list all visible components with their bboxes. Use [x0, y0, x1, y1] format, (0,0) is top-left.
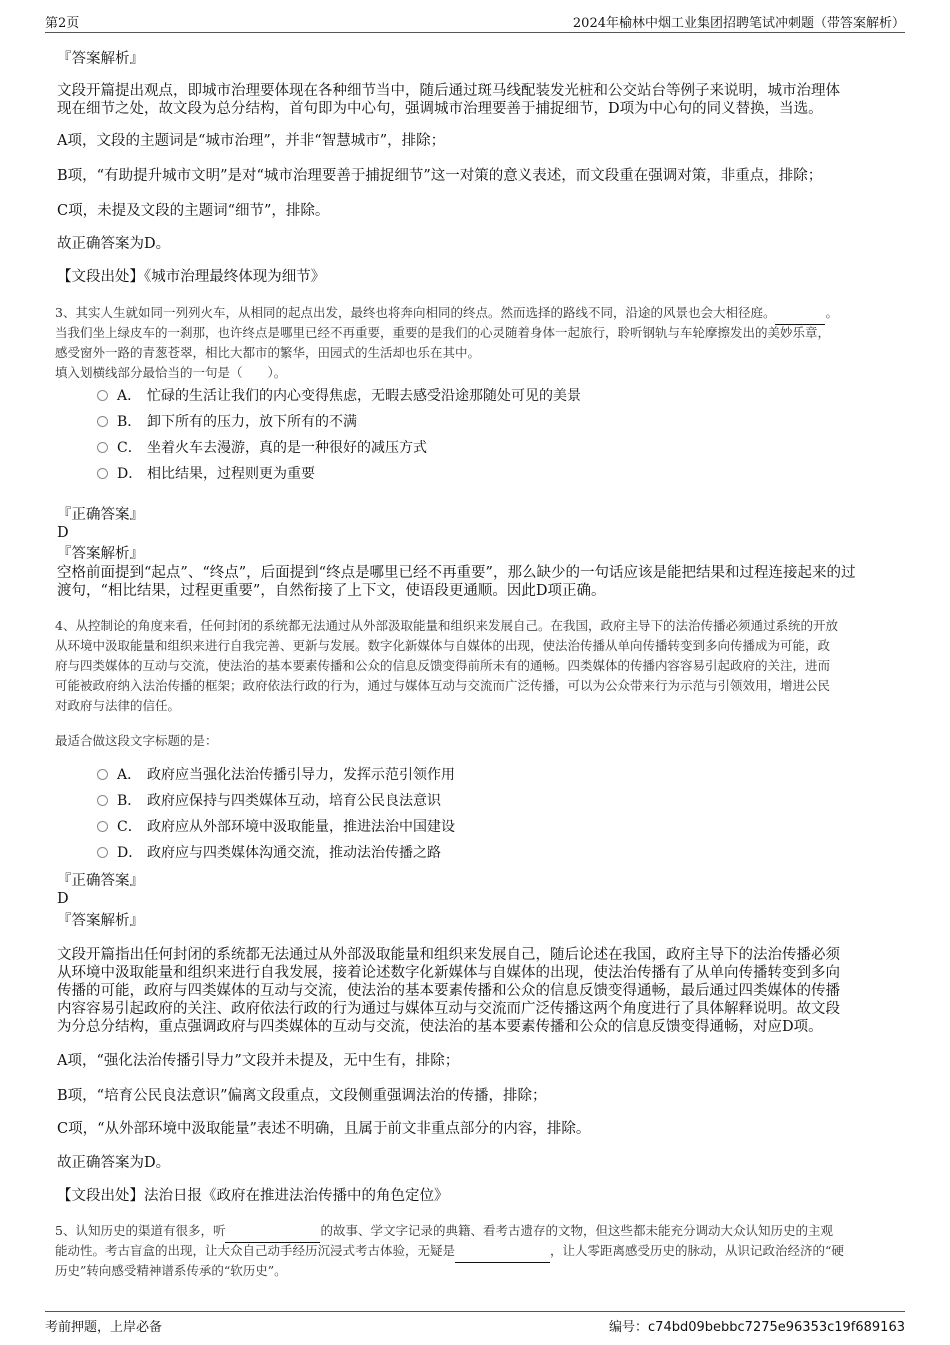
q5-stem-line3: 历史”转向感受精神谱系传承的“软历史”。: [55, 1263, 287, 1278]
q2-option-b-analysis: B项，“有助提升城市文明”是对“城市治理要善于捕捉细节”这一对策的意义表述，而文段重在强调对策，非重点，排除；: [57, 168, 823, 184]
q3-stem-text: 3、其实人生就如同一列列火车，从相同的起点出发，最终也将奔向相同的终点。然而选择的路线不同，沿途的风景也会大相径庭。: [55, 305, 776, 320]
q4-option-c-analysis: C项，“从外部环境中汲取能量”表述不明确，且属于前文非重点部分的内容，排除。: [57, 1121, 591, 1137]
q3-option-c[interactable]: C． 坐着火车去漫游，真的是一种很好的减压方式: [97, 438, 427, 458]
q3-answer-title: 『正确答案』: [57, 507, 144, 523]
q2-option-a-analysis: A项，文段的主题词是“城市治理”，并非“智慧城市”，排除；: [57, 133, 446, 149]
q2-option-c-analysis: C项，未提及文段的主题词“细节”，排除。: [57, 203, 330, 219]
q4-option-a-analysis: A项，“强化法治传播引导力”文段并未提及，无中生有，排除；: [57, 1053, 460, 1069]
q5-stem-line1: [55, 1221, 900, 1243]
q4-source: 【文段出处】法治日报《政府在推进法治传播中的角色定位》: [57, 1188, 449, 1204]
radio-icon[interactable]: [97, 769, 108, 780]
q4-answer-title: 『正确答案』: [57, 873, 144, 889]
radio-icon[interactable]: [97, 821, 108, 832]
q3-analysis-line2: 渡句，“相比结果，过程更重要”，自然衔接了上下文，使语段更通顺。因此D项正确。: [57, 583, 606, 599]
radio-icon[interactable]: [97, 416, 108, 427]
q3-blank: [775, 303, 825, 325]
q4-analysis-line3: 传播的可能，政府与四类媒体的互动与交流，使法治的基本要素传播和公众的信息反馈变得通畅，最后通过四类媒体的传播: [57, 983, 840, 999]
q5-stem-line2: [55, 1241, 900, 1263]
q3-answer: D: [57, 525, 69, 541]
q4-option-a[interactable]: A． 政府应当强化法治传播引导力，发挥示范引领作用: [97, 765, 455, 785]
q2-source: 【文段出处】《城市治理最终体现为细节》: [57, 269, 326, 285]
q4-analysis-line5: 为分总分结构，重点强调政府与四类媒体的互动与交流，使法治的基本要素传播和公众的信息反馈变得通畅，对应D项。: [57, 1019, 823, 1035]
q4-stem-line3: 府与四类媒体的互动与交流，使法治的基本要素传播和公众的信息反馈变得前所未有的通畅。四类媒体的传播内容容易引起政府的关注，进而: [55, 658, 831, 673]
radio-icon[interactable]: [97, 795, 108, 806]
q3-stem-line3: 感受窗外一路的青葱苍翠，相比大都市的繁华，田园式的生活却也乐在其中。: [55, 345, 481, 360]
q2-para-line2: 现在细节之处，故文段为总分结构，首句即为中心句，强调城市治理要善于捕捉细节，D项为中心句的同义替换，当选。: [57, 101, 823, 117]
footer-doc-id: 编号：c74bd09bebbc7275e96353c19f689163: [609, 1320, 905, 1335]
q4-analysis-line2: 从环境中汲取能量和组织来进行自我发展，接着论述数字化新媒体与自媒体的出现，使法治传播有了从单向传播转变到多向: [57, 965, 840, 981]
q5-stem-text-3: 能动性。考古盲盒的出现，让大众自己动手经历沉浸式考古体验，无疑是: [55, 1243, 456, 1258]
q4-prompt: 最适合做这段文字标题的是：: [55, 733, 218, 748]
q2-para-line1: 文段开篇提出观点，即城市治理要体现在各种细节当中，随后通过斑马线配装发光桩和公交站台等例子来说明，城市治理体: [57, 83, 840, 99]
q3-stem-line1: [55, 303, 900, 325]
footer-slogan: 考前押题，上岸必备: [45, 1320, 163, 1335]
q3-analysis-line1: 空格前面提到“起点”、“终点”，后面提到“终点是哪里已经不再重要”，那么缺少的一句话应该是能把结果和过程连接起来的过: [57, 565, 856, 581]
q4-analysis-line4: 内容容易引起政府的关注、政府依法行政的行为通过与媒体互动与交流而广泛传播这两个角度进行了具体解释说明。故文段: [57, 1001, 840, 1017]
q4-conclusion: 故正确答案为D。: [57, 1155, 171, 1171]
q5-blank-1: [225, 1221, 320, 1243]
q4-answer: D: [57, 891, 69, 907]
q4-analysis-line1: 文段开篇指出任何封闭的系统都无法通过从外部汲取能量和组织来发展自己，随后论述在我国，政府主导下的法治传播必须: [57, 947, 840, 963]
q3-stem-end: 。: [825, 305, 838, 320]
q3-option-b[interactable]: B． 卸下所有的压力，放下所有的不满: [97, 412, 357, 432]
page-header: [45, 12, 905, 33]
q4-stem-line2: 从环境中汲取能量和组织来进行自我完善、更新与发展。数字化新媒体与自媒体的出现，使法治传播从单向传播转变到多向传播成为可能，政: [55, 638, 831, 653]
q3-prompt: 填入划横线部分最恰当的一句是（ ）。: [55, 365, 287, 380]
q5-stem-text-4: ，让人零距离感受历史的脉动，从识记政治经济的“硬: [550, 1243, 844, 1258]
q3-analysis-title: 『答案解析』: [57, 546, 144, 562]
q4-option-b-analysis: B项，“培育公民良法意识”偏离文段重点，文段侧重强调法治的传播，排除；: [57, 1088, 547, 1104]
q3-option-a[interactable]: A． 忙碌的生活让我们的内心变得焦虑，无暇去感受沿途那随处可见的美景: [97, 386, 581, 406]
radio-icon[interactable]: [97, 390, 108, 401]
radio-icon[interactable]: [97, 847, 108, 858]
q4-stem-line5: 对政府与法律的信任。: [55, 698, 181, 713]
page-number: 第2页: [45, 16, 80, 31]
q3-option-d[interactable]: D． 相比结果，过程则更为重要: [97, 464, 315, 484]
q4-stem-line1: 4、从控制论的角度来看，任何封闭的系统都无法通过从外部汲取能量和组织来发展自己。在我国，政府主导下的法治传播必须通过系统的开放: [55, 618, 838, 633]
q5-stem-text: 5、认知历史的渠道有很多，听: [55, 1223, 226, 1238]
q2-conclusion: 故正确答案为D。: [57, 236, 171, 252]
q5-stem-text-2: 的故事、学文字记录的典籍、看考古遗存的文物，但这些都未能充分调动大众认知历史的主观: [320, 1223, 833, 1238]
doc-title: 2024年榆林中烟工业集团招聘笔试冲刺题（带答案解析）: [572, 16, 905, 31]
q4-analysis-title: 『答案解析』: [57, 913, 144, 929]
q4-option-b[interactable]: B． 政府应保持与四类媒体互动，培育公民良法意识: [97, 791, 441, 811]
page-footer: [45, 1311, 905, 1336]
q3-stem-line2: 当我们坐上绿皮车的一刹那，也许终点是哪里已经不再重要，重要的是我们的心灵随着身体一起旅行，聆听钢轨与车轮摩擦发出的美妙乐章，: [55, 325, 831, 340]
q4-option-d[interactable]: D． 政府应与四类媒体沟通交流，推动法治传播之路: [97, 843, 441, 863]
radio-icon[interactable]: [97, 442, 108, 453]
radio-icon[interactable]: [97, 468, 108, 479]
q2-analysis-title: 『答案解析』: [57, 51, 144, 67]
q4-stem-line4: 可能被政府纳入法治传播的框架；政府依法行政的行为，通过与媒体互动与交流而广泛传播，可以为公众带来行为示范与引领效用，增进公民: [55, 678, 831, 693]
q4-option-c[interactable]: C． 政府应从外部环境中汲取能量，推进法治中国建设: [97, 817, 455, 837]
q5-blank-2: [455, 1241, 550, 1263]
